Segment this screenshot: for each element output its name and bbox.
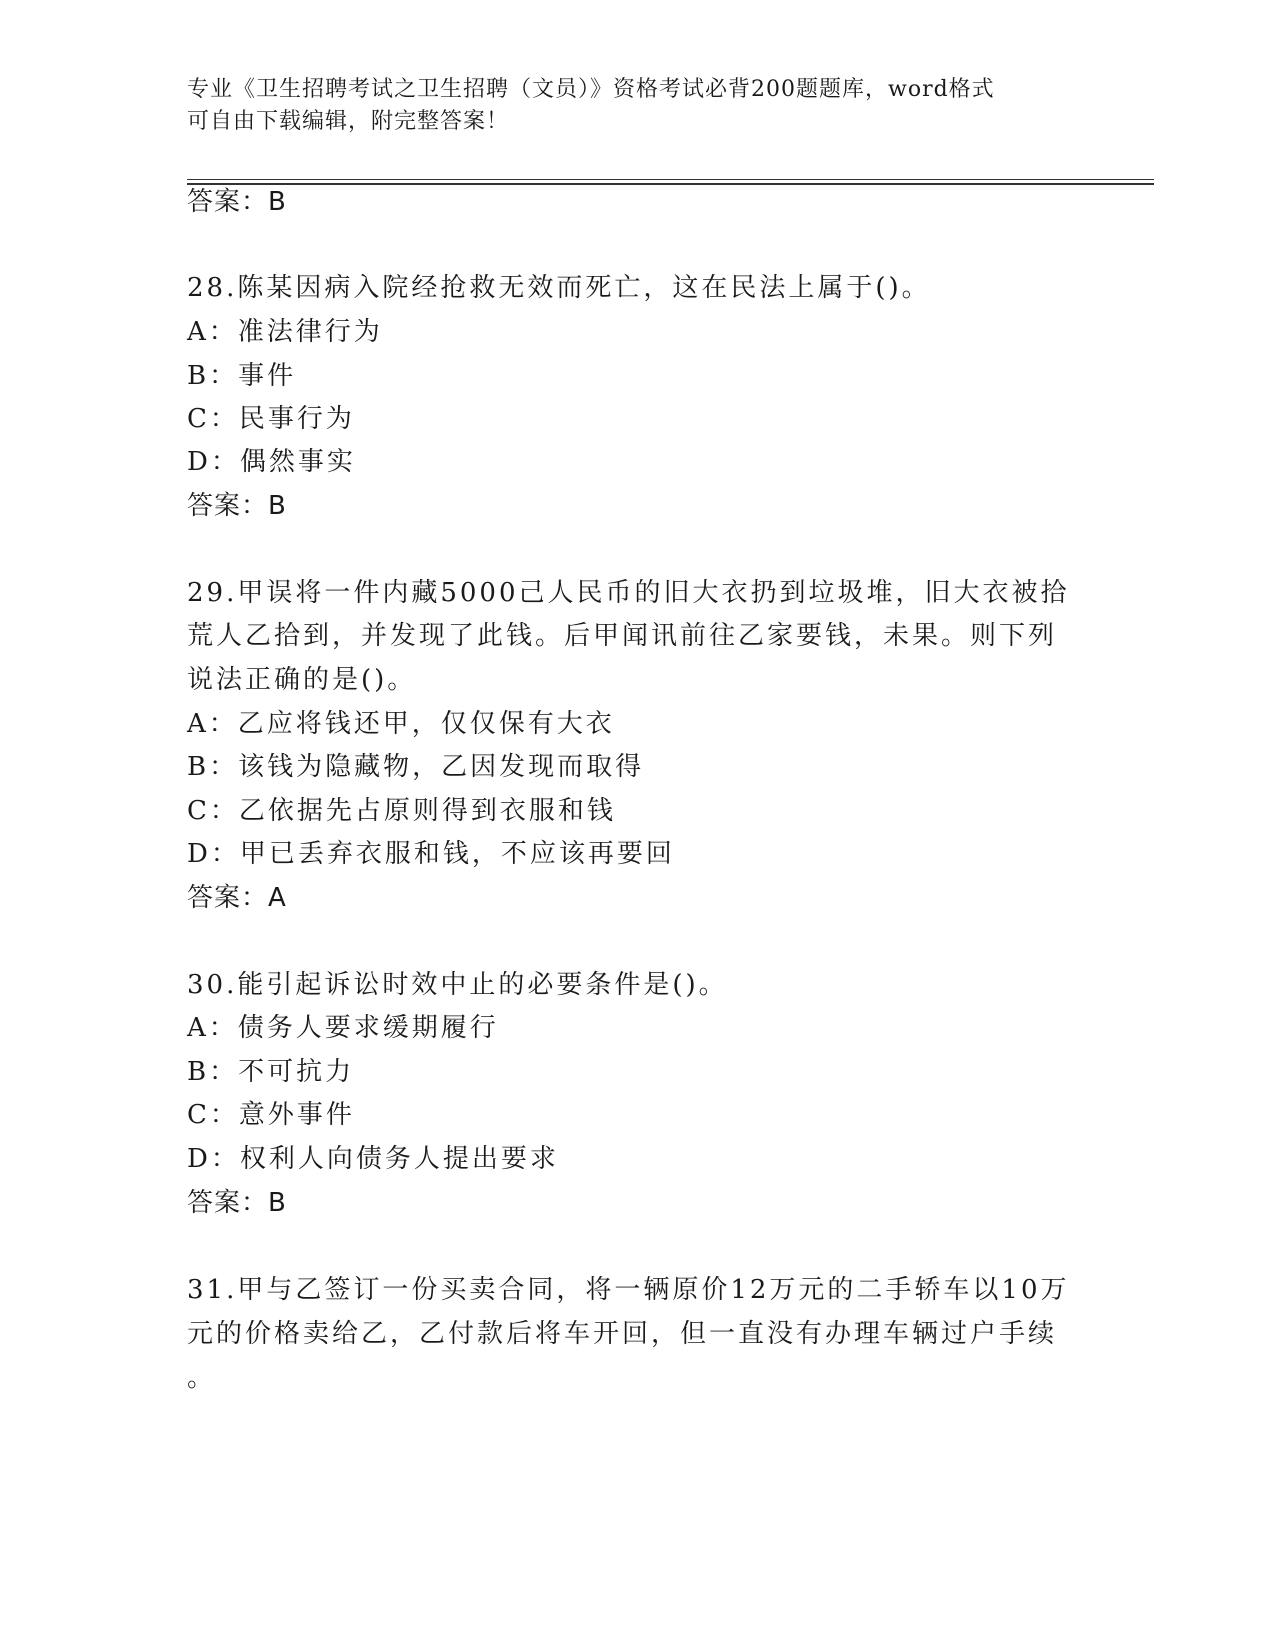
question-31-stem-line-1: 31.甲与乙签订一份买卖合同，将一辆原价12万元的二手轿车以10万 xyxy=(187,1275,1070,1305)
question-30-option-b: B：不可抗力 xyxy=(187,1057,355,1087)
question-29-stem-line-3: 说法正确的是()。 xyxy=(187,665,417,695)
question-29-option-c: C：乙依据先占原则得到衣服和钱 xyxy=(187,796,616,826)
question-29-stem-line-1: 29.甲误将一件内藏5000己人民币的旧大衣扔到垃圾堆，旧大衣被拾 xyxy=(187,578,1070,608)
question-30-answer: 答案：B xyxy=(187,1188,287,1218)
question-31-stem-line-3: 。 xyxy=(187,1363,217,1393)
header-divider-thick xyxy=(187,183,1154,185)
answer-label: 答案：B xyxy=(187,187,287,217)
question-29-stem-line-2: 荒人乙拾到，并发现了此钱。后甲闻讯前往乙家要钱，未果。则下列 xyxy=(187,621,1058,651)
question-29-answer: 答案：A xyxy=(187,883,287,913)
header-line-1: 专业《卫生招聘考试之卫生招聘（文员）》资格考试必背200题题库，word格式 xyxy=(187,77,995,102)
question-30-option-a: A：债务人要求缓期履行 xyxy=(187,1013,499,1043)
question-28-option-b: B：事件 xyxy=(187,361,297,391)
question-28-option-d: D：偶然事实 xyxy=(187,447,356,477)
question-28-answer: 答案：B xyxy=(187,491,287,521)
header-line-2: 可自由下载编辑，附完整答案！ xyxy=(187,109,510,134)
header-divider-thin xyxy=(187,179,1154,180)
question-29-option-d: D：甲已丢弃衣服和钱，不应该再要回 xyxy=(187,839,675,869)
question-28-option-a: A：准法律行为 xyxy=(187,317,383,347)
question-30-option-d: D：权利人向债务人提出要求 xyxy=(187,1144,559,1174)
question-29-option-a: A：乙应将钱还甲，仅仅保有大衣 xyxy=(187,709,615,739)
question-31-stem-line-2: 元的价格卖给乙，乙付款后将车开回，但一直没有办理车辆过户手续 xyxy=(187,1319,1058,1349)
question-28-option-c: C：民事行为 xyxy=(187,404,355,434)
document-header xyxy=(187,74,1087,138)
question-29-option-b: B：该钱为隐藏物，乙因发现而取得 xyxy=(187,752,645,782)
question-30-option-c: C：意外事件 xyxy=(187,1100,355,1130)
question-28-stem: 28.陈某因病入院经抢救无效而死亡，这在民法上属于()。 xyxy=(187,273,931,303)
question-30-stem: 30.能引起诉讼时效中止的必要条件是()。 xyxy=(187,970,728,1000)
